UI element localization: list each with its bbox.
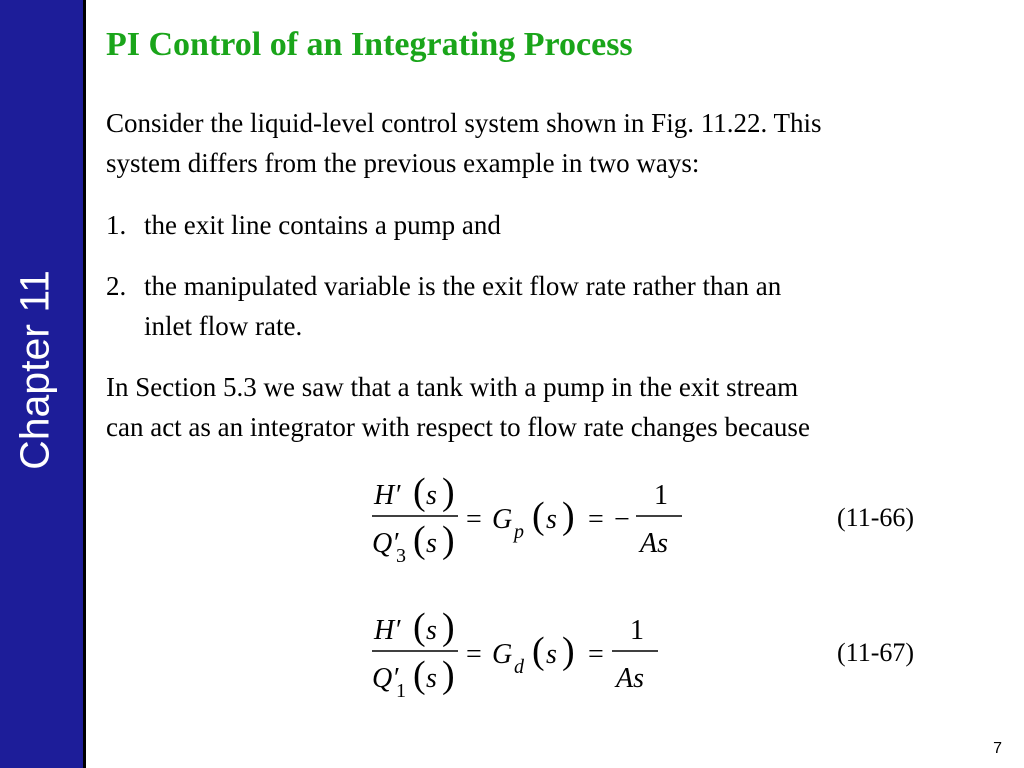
eq1-den-lparen: ( — [413, 519, 426, 561]
slide-title: PI Control of an Integrating Process — [106, 26, 633, 63]
eq2-rhs-denominator: As — [616, 663, 644, 694]
list-item-2-line-2: inlet flow rate. — [144, 311, 303, 341]
eq2-num-arg: s — [426, 615, 437, 646]
eq2-tf-symbol: G — [492, 639, 513, 670]
page-number: 7 — [993, 740, 1002, 757]
equation-11-67 — [360, 605, 700, 705]
equation-number-11-67: (11-67) — [837, 638, 915, 667]
list-item-1-number: 1. — [106, 210, 127, 240]
eq2-den-symbol: Q′ — [372, 663, 399, 694]
eq1-rhs-denominator: As — [640, 528, 668, 559]
eq2-tf-subscript: d — [514, 656, 524, 678]
eq1-num-arg: s — [426, 480, 437, 511]
eq1-tf-symbol: G — [492, 504, 513, 535]
sidebar-divider — [83, 0, 86, 768]
eq2-tf-lparen: ( — [532, 630, 545, 672]
eq1-tf-rparen: ) — [562, 495, 575, 537]
intro-line-2: system differs from the previous example in two ways: — [106, 148, 700, 178]
eq2-den-lparen: ( — [413, 654, 426, 696]
intro-line-1: Consider the liquid-level control system shown in Fig. 11.22. This — [106, 108, 822, 138]
integrator-paragraph — [106, 367, 810, 447]
eq1-equals-2: = — [588, 504, 604, 535]
chapter-label: Chapter 11 — [11, 270, 58, 470]
eq2-num-rparen: ) — [442, 606, 455, 648]
list-item-1-text: the exit line contains a pump and — [144, 210, 501, 240]
eq2-den-rparen: ) — [442, 654, 455, 696]
eq1-tf-arg: s — [546, 504, 557, 535]
eq1-den-rparen: ) — [442, 519, 455, 561]
eq2-num-lparen: ( — [413, 606, 426, 648]
eq1-sign: − — [614, 504, 630, 535]
eq2-tf-rparen: ) — [562, 630, 575, 672]
eq1-num-rparen: ) — [442, 471, 455, 513]
eq1-equals-1: = — [466, 504, 482, 535]
eq2-den-subscript: 1 — [396, 680, 406, 702]
integrator-line-2: can act as an integrator with respect to flow rate changes because — [106, 412, 810, 442]
chapter-sidebar — [0, 0, 83, 768]
eq1-den-symbol: Q′ — [372, 528, 399, 559]
list-item-2-line-1: the manipulated variable is the exit flow rate rather than an — [144, 271, 782, 301]
eq1-den-arg: s — [426, 528, 437, 559]
eq2-equals-1: = — [466, 639, 482, 670]
equation-11-66 — [360, 470, 700, 570]
eq1-tf-subscript: p — [514, 521, 524, 543]
eq2-rhs-numerator: 1 — [630, 615, 644, 646]
integrator-line-1: In Section 5.3 we saw that a tank with a pump in the exit stream — [106, 372, 799, 402]
eq1-den-subscript: 3 — [396, 545, 406, 567]
equation-number-11-66: (11-66) — [837, 503, 915, 532]
list-item-2-text — [144, 266, 781, 346]
list-item-2-number: 2. — [106, 271, 127, 301]
eq2-den-arg: s — [426, 663, 437, 694]
eq2-equals-2: = — [588, 639, 604, 670]
eq1-num-lparen: ( — [413, 471, 426, 513]
eq2-num-symbol: H′ — [374, 615, 401, 646]
eq2-tf-arg: s — [546, 639, 557, 670]
eq1-tf-lparen: ( — [532, 495, 545, 537]
eq1-num-symbol: H′ — [374, 480, 401, 511]
eq1-rhs-numerator: 1 — [654, 480, 668, 511]
intro-paragraph — [106, 103, 821, 183]
